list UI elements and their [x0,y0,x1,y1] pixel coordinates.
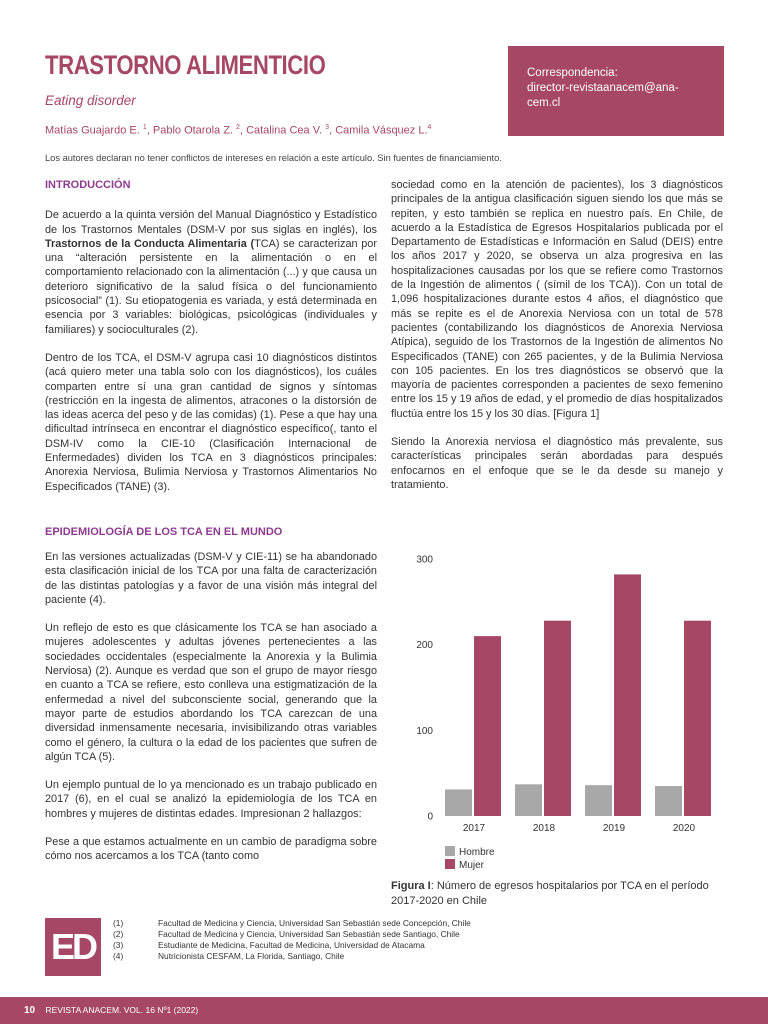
legend-label-mujer: Mujer [459,860,485,871]
col2-paragraph-1: sociedad como en la atención de pacientes), los 3 diagnósticos principales de la antigua clasificación siguen siendo los que más se repiten, y esto también se replica en nuestro país. En Chile, de acuerdo a la Estadística de Egresos Hospitalarios publicada por el Departamento de Estadísticas e Información en Salud (DEIS) entre los años 2017 y 2020, se observa un alza progresiva en las hospitalizaciones causadas por los que se refiere como Trastornos de la Ingestión de alimentos ( (símil de los TCA)). Con un total de 1,096 hospitalizaciones durante estos 4 años, el diagnóstico que más se repite es el de Anorexia Nerviosa con un total de 578 pacientes (contabilizando los diagnósticos de Anorexia Nerviosa Atípica), seguido de los Trastornos de la Ingestión de alimentos No Especificados (TANE) con 265 pacientes, y de la Bulimia Nerviosa con 105 pacientes. En los tres diagnósticos se observó que la mayoría de pacientes corresponden a pacientes de sexo femenino entre los 15 y 19 años de edad, y el promedio de días hospitalizados fluctúa entre los 15 y los 30 días. [Figura 1] [391,179,723,420]
correspondence-email-line1[interactable]: director-revistaanacem@ana- [527,82,679,94]
author-name: Pablo Otarola Z. [152,124,233,137]
correspondence-label: Correspondencia: [527,67,618,79]
affiliation-text: Estudiante de Medicina, Facultad de Medicina, Universidad de Atacama [158,940,425,950]
bar-hombre-2018 [515,784,542,816]
correspondence-box [508,46,724,136]
legend-label-hombre: Hombre [459,847,495,858]
page-number: 10 [24,1005,36,1016]
author-sup: 2 [236,124,240,131]
legend-swatch-hombre [445,846,455,856]
journal-logo: ED [45,918,101,976]
affiliation-text: Facultad de Medicina y Ciencia, Universidad San Sebastián sede Concepción, Chile [158,918,471,928]
page-footer [0,997,768,1024]
affiliation-num: (1) [113,918,124,928]
intro-p1-end: TCA) se caracterizan por una “alteración persistente en la alimentación o en el comportamiento relacionado con la alimentación (...) y que causa un deterioro significativo de la salud física o del funcionamiento psicosocial” (1). Su etiopatogenia es variada, y está determinada en esencia por 3 variables: biológicas, psicológicas (individuales y familiares) y socioculturales (2). [45,237,377,336]
journal-citation: REVISTA ANACEM. VOL. 16 Nº1 (2022) [45,1005,199,1015]
author-name: Catalina Cea V. [246,124,323,137]
epi-paragraph-2: Un reflejo de esto es que clásicamente los TCA se han asociado a mujeres adolescentes y adultas jóvenes pertenecientes a las sociedades occidentales (especialmente la Anorexia y la Bulimia Nerviosa) (2). Aunque es verdad que son el grupo de mayor riesgo en cuanto a TCA se refiere, esto conlleva una estigmatización de la enfermedad a nivel del subconsciente social, generando que la mayor parte de estudios abordando los TCA carezcan de una diversidad inmensamente necesaria, invisibilizando otras variables como el género, la cultura o la edad de los pacientes que sufren de algún TCA (5). [45,622,377,763]
bar-hombre-2017 [445,789,472,816]
bar-mujer-2020 [684,621,711,816]
bar-hombre-2019 [585,785,612,816]
y-tick-label: 200 [416,640,433,652]
caption-label: Figura I [391,880,431,892]
bar-chart [391,545,724,875]
correspondence-email-line2[interactable]: cem.cl [527,97,561,109]
epi-paragraph-4: Pese a que estamos actualmente en un cambio de paradigma sobre cómo nos acercamos a los TCA (tanto como [45,836,377,863]
intro-paragraph-2: Dentro de los TCA, el DSM-V agrupa casi 10 diagnósticos distintos (acá quiero meter una tabla solo con los diagnósticos), los cuáles comparten entre sí una gran cantidad de signos y síntomas (restricción en la ingesta de alimentos, atracones o la distorsión de las ideas acerca del peso y de las comidas) (1). Pese a que hay una dificultad intrínseca en encontrar el diagnóstico específico(, tanto el DSM-IV como la CIE-10 (Clasificación Internacional de Enfermedades) dividen los TCA en 3 diagnósticos principales: Anorexia Nerviosa, Bulimia Nerviosa y Trastornos Alimentarios No Especificados (TANE) (3). [45,351,377,493]
bar-mujer-2018 [544,621,571,816]
affiliation-row [113,951,471,962]
article-title: TRASTORNO ALIMENTICIO [45,50,326,80]
x-tick-label: 2017 [462,823,486,834]
affiliation-num: (3) [113,940,124,950]
figure-caption [391,879,723,908]
author-list: Matías Guajardo E. $^1$, Pablo Otarola Z. $^2$, Catalina Cea V. $^3$, Camila Vásquez L.$^4$ [45,124,432,137]
epi-paragraph-3: Un ejemplo puntual de lo ya mencionado es un trabajo publicado en 2017 (6), en el cual se analizó la epidemiología de los TCA en hombres y mujeres de distintas edades. Impresionan 2 hallazgos: [45,779,377,820]
author-sup: 3 [325,124,330,131]
caption-text: : Número de egresos hospitalarios por TCA en el período 2017-2020 en Chile [391,880,709,907]
affiliation-text: Nutricionista CESFAM, La Florida, Santiago, Chile [158,951,345,961]
y-tick-label: 300 [416,554,433,566]
author-sup: 4 [427,124,432,131]
affiliation-row [113,940,471,951]
affiliation-num: (4) [113,951,124,961]
affiliation-num: (2) [113,929,124,939]
epi-paragraph-1: En las versiones actualizadas (DSM-V y CIE-11) se ha abandonado esta clasificación inicial de los TCA por una falta de caracterización de las distintas patologías y a favor de una visión más integral del paciente (4). [45,551,377,606]
column-right [391,178,723,506]
figure-1-chart [391,545,724,875]
conflict-notice: Los autores declaran no tener conflictos de intereses en relación a este artículo. Sin fuentes de financiamiento. [45,153,502,163]
bar-mujer-2017 [474,636,501,816]
intro-paragraph-1 [45,208,377,337]
affiliation-row [113,918,471,929]
intro-p1-bold: Trastornos de la Conducta Alimentaria ( [45,237,255,250]
legend-swatch-mujer [445,859,455,869]
section-heading-epidemiology: EPIDEMIOLOGÍA DE LOS TCA EN EL MUNDO [45,526,283,538]
x-tick-label: 2018 [532,823,556,834]
x-tick-label: 2020 [672,823,696,834]
y-tick-label: 100 [416,725,433,737]
bar-mujer-2019 [614,574,641,816]
column-left-top [45,178,377,508]
author-name: Matías Guajardo E. [45,124,140,137]
col2-paragraph-2: Siendo la Anorexia nerviosa el diagnóstico más prevalente, sus características principales serán abordadas para después enfocarnos en el enfoque que se le da desde su manejo y tratamiento. [391,436,723,491]
column-left-bottom [45,550,377,878]
article-subtitle: Eating disorder [45,93,136,108]
affiliation-row [113,929,471,940]
section-heading-intro: INTRODUCCIÓN [45,179,131,191]
author-sup: 1 [142,124,147,131]
affiliations [113,918,471,962]
author-name: Camila Vásquez L. [335,124,428,137]
intro-p1-start: De acuerdo a la quinta versión del Manual Diagnóstico y Estadístico de los Trastornos Mentales (DSM-V por sus siglas en inglés), los [45,209,377,236]
affiliation-text: Facultad de Medicina y Ciencia, Universidad San Sebastián sede Santiago, Chile [158,929,460,939]
x-tick-label: 2019 [602,823,626,834]
bar-hombre-2020 [655,786,682,816]
y-tick-label: 0 [427,811,433,823]
